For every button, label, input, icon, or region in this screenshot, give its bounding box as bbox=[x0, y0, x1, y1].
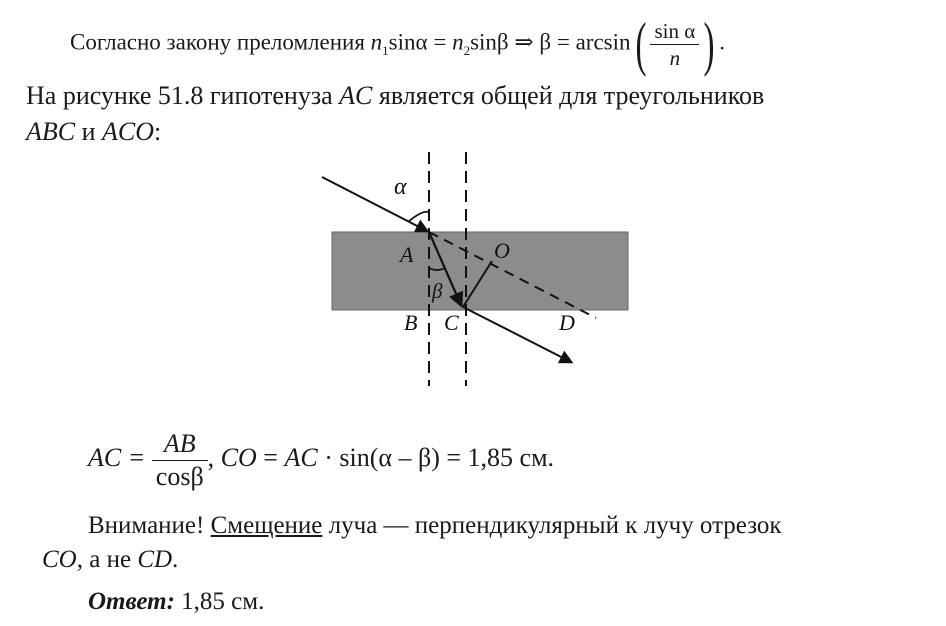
law-n1: n bbox=[370, 29, 383, 55]
intro-and: и bbox=[81, 117, 96, 146]
note-attention: Внимание! bbox=[88, 512, 205, 539]
intro-colon: : bbox=[154, 117, 162, 146]
formula-comma: , bbox=[207, 443, 215, 472]
formula-co: CO bbox=[220, 443, 257, 472]
law-beta-eq: β = bbox=[539, 29, 570, 55]
law-arcsin: arcsin bbox=[575, 29, 631, 55]
answer-label: Ответ: bbox=[88, 588, 175, 615]
law-sin-alpha: sinα bbox=[388, 29, 428, 55]
label-a: A bbox=[400, 242, 414, 267]
answer-value: 1,85 см. bbox=[181, 588, 265, 615]
note-text: луча — перпендикулярный к лучу отрезок bbox=[328, 512, 782, 539]
law-implies: ⇒ bbox=[514, 29, 534, 55]
formula-den: cosβ bbox=[152, 460, 208, 493]
label-beta: β bbox=[432, 279, 443, 303]
incident-ray bbox=[322, 177, 427, 231]
law-frac-den: n bbox=[650, 44, 699, 71]
note-mid: , а не bbox=[76, 546, 132, 573]
intro-aco: ACO bbox=[102, 117, 155, 146]
intro-abc: ABC bbox=[26, 117, 76, 146]
formula-ac2: AC bbox=[284, 443, 318, 472]
formula-ac: AC = bbox=[88, 443, 146, 472]
law-eq1: = bbox=[433, 29, 447, 55]
law-n1-sub: 1 bbox=[382, 42, 389, 58]
note-line-2 bbox=[42, 544, 178, 576]
paren-right: ) bbox=[703, 11, 715, 77]
note-underlined: Смещение bbox=[210, 512, 323, 539]
label-d: D bbox=[559, 310, 575, 335]
label-o: O bbox=[494, 238, 510, 263]
law-n2: n bbox=[452, 29, 464, 55]
formula-fraction bbox=[152, 428, 208, 493]
law-sin-beta: sinβ bbox=[470, 29, 509, 55]
emergent-ray bbox=[463, 307, 571, 362]
law-n2-sub: 2 bbox=[463, 42, 471, 58]
label-c: C bbox=[444, 310, 459, 335]
answer-line bbox=[88, 586, 264, 618]
law-prefix: Согласно закону преломления bbox=[70, 29, 365, 55]
formula-line bbox=[88, 420, 554, 496]
glass-slab bbox=[332, 232, 628, 310]
note-cd: CD bbox=[137, 546, 173, 573]
note-co: CO bbox=[42, 546, 77, 573]
note-end: . bbox=[172, 546, 179, 573]
law-period: . bbox=[719, 29, 725, 55]
paren-left: ( bbox=[634, 11, 646, 77]
formula-rest: · sin(α – β) = 1,85 см. bbox=[324, 443, 555, 472]
intro-text-a: На рисунке 51.8 гипотенуза bbox=[26, 81, 333, 110]
formula-eq: = bbox=[263, 443, 278, 472]
note-line-1 bbox=[88, 510, 782, 542]
intro-ac: AC bbox=[339, 81, 373, 110]
label-b: B bbox=[404, 310, 418, 335]
intro-text-b: является общей для треугольников bbox=[378, 81, 765, 110]
law-frac-num: sin α bbox=[654, 18, 696, 43]
alpha-arc bbox=[408, 212, 429, 222]
formula-num: AB bbox=[163, 428, 196, 458]
label-alpha: α bbox=[394, 174, 407, 200]
